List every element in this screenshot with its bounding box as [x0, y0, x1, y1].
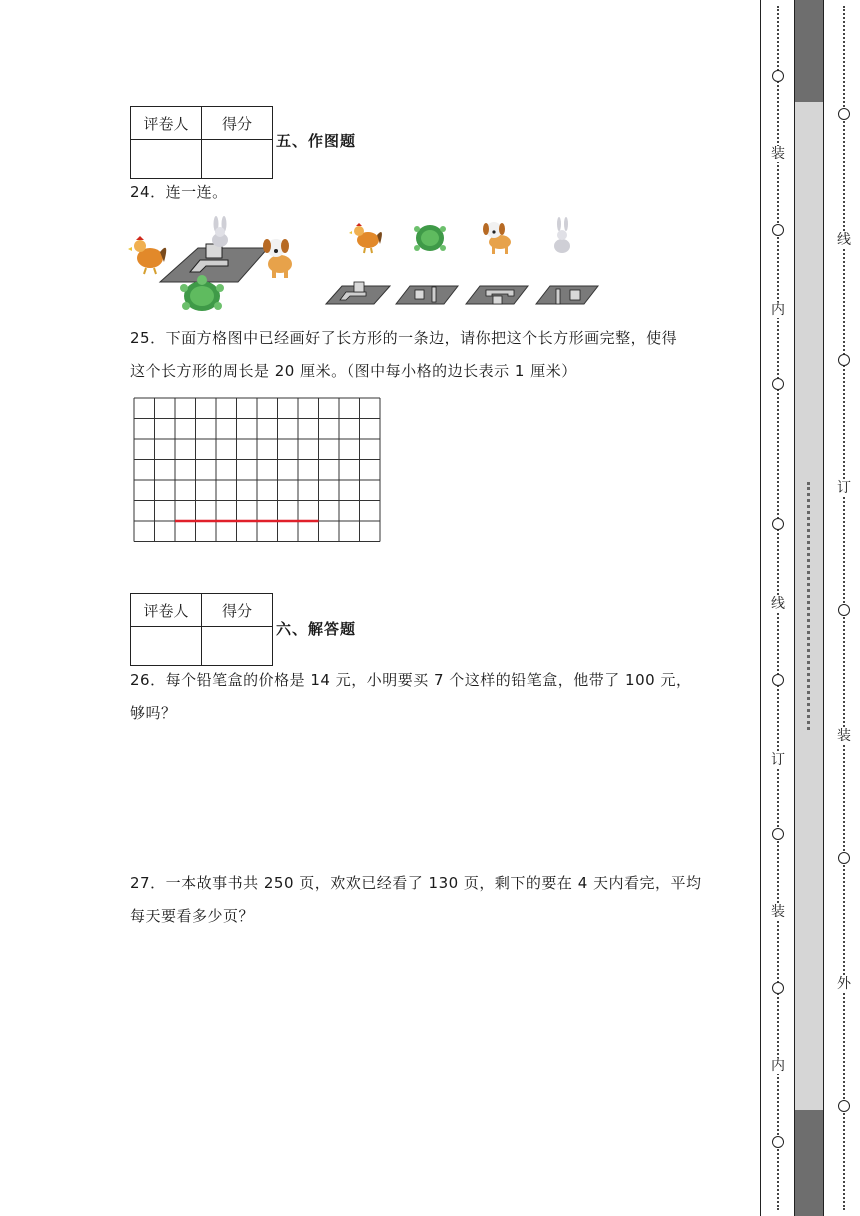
circle-mark: [772, 1136, 784, 1148]
strip-dotted-marks: [807, 482, 810, 730]
circle-mark: [838, 852, 850, 864]
circle-mark: [772, 518, 784, 530]
view-plates: [326, 282, 598, 304]
question-27: [130, 867, 740, 933]
question-25-line-2: 这个长方形的周长是 20 厘米。（图中每小格的边长表示 1 厘米）: [130, 362, 577, 380]
outer-binding-column: [834, 6, 854, 1210]
score-cell: [202, 140, 273, 179]
circle-mark: [772, 378, 784, 390]
rooster-icon: [349, 223, 382, 253]
strip-dark-bottom: [795, 1110, 823, 1216]
binding-border-line: [760, 0, 761, 1216]
reviewer-cell: [131, 627, 202, 666]
question-25-line-1: 25．下面方格图中已经画好了长方形的一条边，请你把这个长方形画完整，使得: [130, 329, 678, 347]
dog-icon: [263, 239, 292, 278]
question-26-line-1: 26．每个铅笔盒的价格是 14 元，小明要买 7 个这样的铅笔盒，他带了 100 元，: [130, 671, 692, 689]
binding-char: 线: [768, 596, 788, 612]
score-table-6: [130, 593, 273, 666]
inner-binding-column: [768, 6, 788, 1210]
question-26-line-2: 够吗？: [130, 704, 177, 722]
binding-margin: [756, 0, 860, 1216]
rabbit-icon: [554, 217, 570, 253]
question-26: [130, 664, 740, 730]
binding-char: 装: [768, 904, 788, 920]
rabbit-icon: [212, 216, 228, 247]
question-25: [130, 322, 740, 388]
circle-mark: [838, 604, 850, 616]
binding-char: 内: [768, 302, 788, 318]
rooster-icon: [128, 236, 166, 274]
turtle-icon: [414, 225, 446, 251]
binding-char: 外: [834, 976, 854, 992]
view-option-1: [326, 282, 390, 304]
binding-char: 装: [834, 728, 854, 744]
matching-illustration: [128, 210, 608, 316]
circle-mark: [772, 828, 784, 840]
section-6-title: 六、解答题: [276, 620, 357, 638]
circle-mark: [838, 354, 850, 366]
grid-paper: [133, 397, 385, 545]
animal-row: [349, 217, 570, 254]
binding-char: 内: [768, 1058, 788, 1074]
question-24: 24．连一连。: [130, 183, 228, 201]
view-option-4: [536, 286, 598, 304]
reviewer-header: 评卷人: [131, 107, 202, 140]
circle-mark: [772, 70, 784, 82]
binding-char: 线: [834, 232, 854, 248]
binding-char: 装: [768, 146, 788, 162]
score-table-5: [130, 106, 273, 179]
strip-light-middle: [795, 102, 823, 1110]
view-option-2: [396, 286, 458, 304]
binding-char: 订: [768, 752, 788, 768]
reviewer-header: 评卷人: [131, 594, 202, 627]
circle-mark: [772, 674, 784, 686]
circle-mark: [838, 1100, 850, 1112]
score-header: 得分: [202, 594, 273, 627]
circle-mark: [772, 982, 784, 994]
binding-char: 订: [834, 480, 854, 496]
strip-dark-top: [795, 0, 823, 102]
score-cell: [202, 627, 273, 666]
dog-icon: [483, 222, 511, 254]
circle-mark: [772, 224, 784, 236]
question-27-line-1: 27．一本故事书共 250 页，欢欢已经看了 130 页，剩下的要在 4 天内看完，平均: [130, 874, 702, 892]
scene-view-group: [128, 216, 292, 311]
circle-mark: [838, 108, 850, 120]
reviewer-cell: [131, 140, 202, 179]
section-5-title: 五、作图题: [276, 132, 357, 150]
score-header: 得分: [202, 107, 273, 140]
view-option-3: [466, 286, 528, 304]
gray-strip: [794, 0, 824, 1216]
question-27-line-2: 每天要看多少页？: [130, 907, 255, 925]
